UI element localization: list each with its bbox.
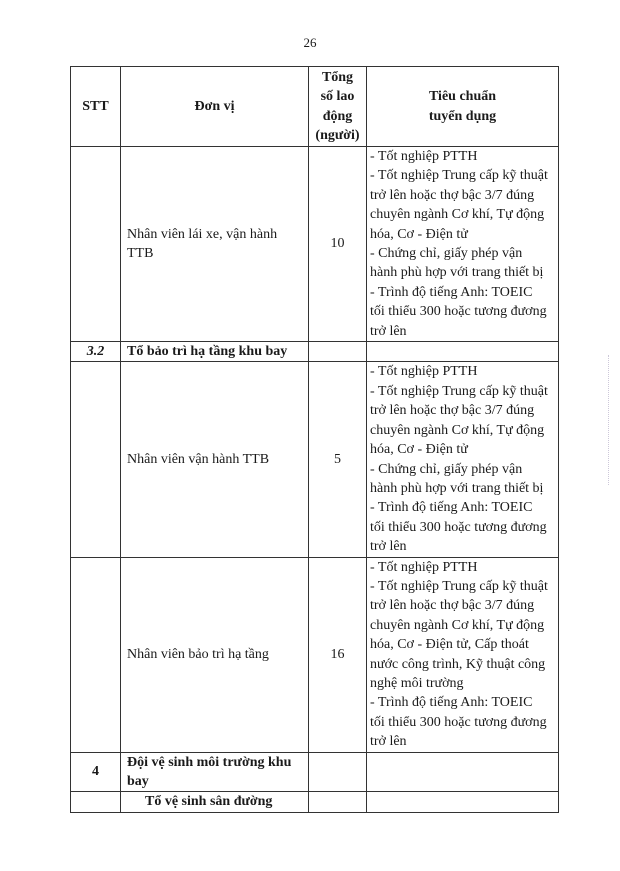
row-stt: 3.2	[71, 342, 121, 362]
requirement-line: hóa, Cơ - Điện tử	[370, 442, 468, 458]
requirement-line: - Tốt nghiệp Trung cấp kỹ thuật	[370, 578, 548, 594]
requirement-line: trở lên hoặc thợ bậc 3/7 đúng	[370, 187, 535, 203]
unit-line: Nhân viên vận hành TTB	[127, 451, 270, 467]
header-total-line: động	[322, 108, 353, 124]
header-total	[309, 67, 367, 147]
unit-line: bay	[127, 774, 149, 789]
header-requirement-line: tuyển dụng	[428, 108, 497, 124]
header-total-line: (người)	[315, 127, 360, 143]
row-count: 5	[309, 362, 367, 557]
row-requirements	[367, 147, 559, 342]
requirement-line: chuyên ngành Cơ khí, Tự động	[370, 422, 545, 438]
requirement-line: trở lên	[370, 323, 407, 339]
requirement-line: - Trình độ tiếng Anh: TOEIC	[370, 284, 533, 300]
requirement-line: chuyên ngành Cơ khí, Tự động	[370, 617, 545, 633]
requirement-line: tối thiểu 300 hoặc tương đương	[370, 519, 547, 535]
header-requirement-line: Tiêu chuẩn	[428, 89, 497, 105]
unit-line: Nhân viên lái xe, vận hành	[127, 226, 278, 242]
header-total-line: Tổng	[321, 69, 354, 85]
requirement-line: trở lên	[370, 734, 407, 750]
scan-edge-mark	[608, 355, 617, 485]
requirement-line: hành phù hợp với trang thiết bị	[370, 480, 544, 496]
table-header-row	[71, 67, 559, 147]
requirement-line: - Tốt nghiệp Trung cấp kỹ thuật	[370, 383, 548, 399]
unit-line: Đội vệ sinh môi trường khu	[127, 754, 292, 770]
requirement-line: - Trình độ tiếng Anh: TOEIC	[370, 500, 533, 516]
row-stt: 4	[71, 752, 121, 792]
table-row	[71, 342, 559, 362]
requirement-line: tối thiểu 300 hoặc tương đương	[370, 304, 547, 320]
requirement-line: trở lên	[370, 539, 407, 555]
requirement-line: hóa, Cơ - Điện tử	[370, 226, 468, 242]
row-requirements	[367, 342, 559, 362]
requirement-line: hóa, Cơ - Điện tử, Cấp thoát	[370, 637, 529, 653]
table-row	[71, 557, 559, 752]
row-stt	[71, 792, 121, 812]
requirement-line: - Chứng chỉ, giấy phép vận	[370, 246, 523, 262]
requirement-line: chuyên ngành Cơ khí, Tự động	[370, 207, 545, 223]
row-unit	[121, 557, 309, 752]
requirement-line: nghệ môi trường	[370, 675, 464, 691]
row-requirements	[367, 792, 559, 812]
requirement-line: - Tốt nghiệp PTTH	[370, 364, 478, 380]
requirement-line: nước công trình, Kỹ thuật công	[370, 656, 546, 672]
requirement-line: - Tốt nghiệp PTTH	[370, 149, 478, 164]
table-row	[71, 752, 559, 792]
header-requirement	[367, 67, 559, 147]
row-stt	[71, 557, 121, 752]
table-row	[71, 362, 559, 557]
requirement-line: - Tốt nghiệp PTTH	[370, 559, 478, 575]
row-unit	[121, 342, 309, 362]
unit-line: TTB	[127, 246, 154, 262]
row-requirements	[367, 362, 559, 557]
header-stt: STT	[71, 67, 121, 147]
header-unit: Đơn vị	[121, 67, 309, 147]
unit-line: Tổ bảo trì hạ tầng khu bay	[127, 344, 288, 360]
row-count: 16	[309, 557, 367, 752]
row-count	[309, 342, 367, 362]
requirement-line: hành phù hợp với trang thiết bị	[370, 265, 544, 281]
page-number: 26	[303, 35, 317, 50]
row-stt	[71, 147, 121, 342]
recruitment-table	[70, 66, 559, 813]
unit-line: Nhân viên bảo trì hạ tầng	[127, 646, 269, 662]
table-row	[71, 147, 559, 342]
row-count	[309, 752, 367, 792]
unit-line: Tổ vệ sinh sân đường	[145, 794, 273, 810]
requirement-line: - Trình độ tiếng Anh: TOEIC	[370, 695, 533, 711]
row-requirements	[367, 557, 559, 752]
row-unit	[121, 362, 309, 557]
row-requirements	[367, 752, 559, 792]
requirement-line: - Tốt nghiệp Trung cấp kỹ thuật	[370, 168, 548, 184]
row-stt	[71, 362, 121, 557]
row-unit	[121, 752, 309, 792]
row-unit	[121, 147, 309, 342]
table-row	[71, 792, 559, 812]
header-total-line: số lao	[320, 89, 355, 105]
requirement-line: trở lên hoặc thợ bậc 3/7 đúng	[370, 403, 535, 419]
requirement-line: trở lên hoặc thợ bậc 3/7 đúng	[370, 598, 535, 614]
row-count: 10	[309, 147, 367, 342]
requirement-line: - Chứng chỉ, giấy phép vận	[370, 461, 523, 477]
row-unit	[121, 792, 309, 812]
requirement-line: tối thiểu 300 hoặc tương đương	[370, 714, 547, 730]
row-count	[309, 792, 367, 812]
